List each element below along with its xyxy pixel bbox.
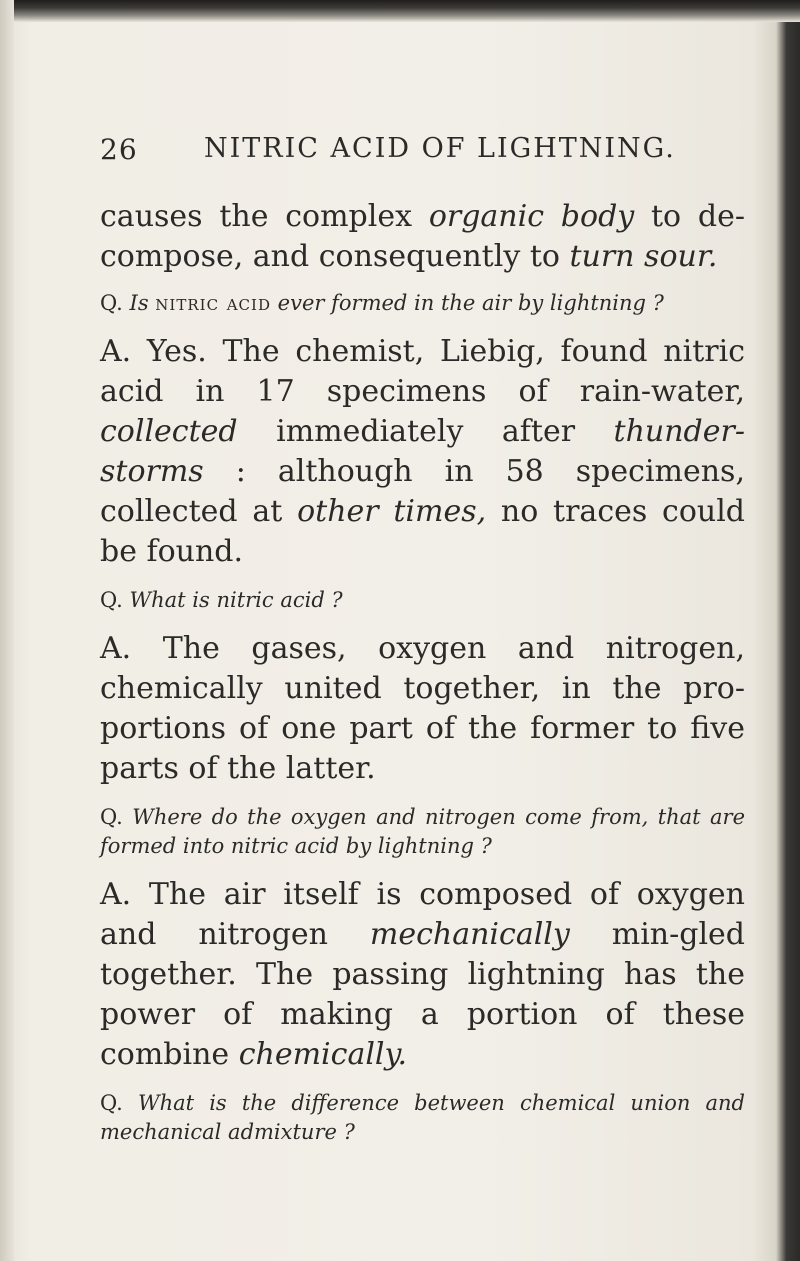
text-run: causes the complex (100, 199, 429, 234)
question-marker: Q. (100, 805, 123, 829)
small-caps-run: nitric acid (155, 291, 271, 315)
text-run: What is the difference between chemical union and mechanical admixture ? (100, 1091, 745, 1144)
text-run: no traces could be found. (100, 494, 746, 569)
question-2 (100, 586, 745, 615)
answer-3 (100, 875, 745, 1075)
text-run: Where do the oxygen and nitrogen come from, that are formed into nitric acid by lightning ? (100, 805, 745, 858)
text-run: What is nitric acid ? (122, 588, 343, 612)
italic-run: thunder-storms (100, 414, 745, 489)
text-run: immediately after (237, 414, 614, 449)
text-run: A. The gases, oxygen and nitrogen, chemically united together, in the pro-portions of one part of the former to five parts of the latter. (100, 631, 745, 786)
question-4 (100, 1089, 745, 1147)
running-title: NITRIC ACID OF LIGHTNING. (204, 133, 676, 164)
question-1 (100, 289, 745, 318)
italic-run: turn sour. (569, 239, 718, 274)
text-run: A. Yes. The chemist, Liebig, found nitric acid in 17 specimens of rain-water, (100, 334, 745, 409)
text-run: : although in 58 specimens, collected at (100, 454, 745, 529)
page-number: 26 (100, 133, 138, 166)
question-marker: Q. (100, 588, 123, 612)
text-run: to de-compose, and consequently to (100, 199, 745, 274)
italic-run: mechanically (369, 917, 570, 952)
continuation-paragraph (100, 197, 745, 277)
running-head (100, 133, 760, 173)
italic-run: organic body (428, 199, 635, 234)
italic-run: collected (100, 414, 238, 449)
text-run: A. The air itself is composed of oxygen and nitrogen (100, 877, 745, 952)
answer-1 (100, 332, 745, 572)
question-3 (100, 803, 745, 861)
question-marker: Q. (100, 1091, 123, 1115)
question-marker: Q. (100, 291, 123, 315)
italic-run: chemically. (238, 1037, 408, 1072)
answer-2 (100, 629, 745, 789)
italic-run: other times, (297, 494, 487, 529)
text-run: min-gled together. The passing lightning has the power of making a portion of these combine (100, 917, 746, 1072)
text-run: Is (122, 291, 156, 315)
page-top-shadow (0, 0, 800, 22)
page-body (100, 197, 745, 1161)
text-run: ever formed in the air by lightning ? (271, 291, 664, 315)
page-left-edge (0, 0, 14, 1261)
